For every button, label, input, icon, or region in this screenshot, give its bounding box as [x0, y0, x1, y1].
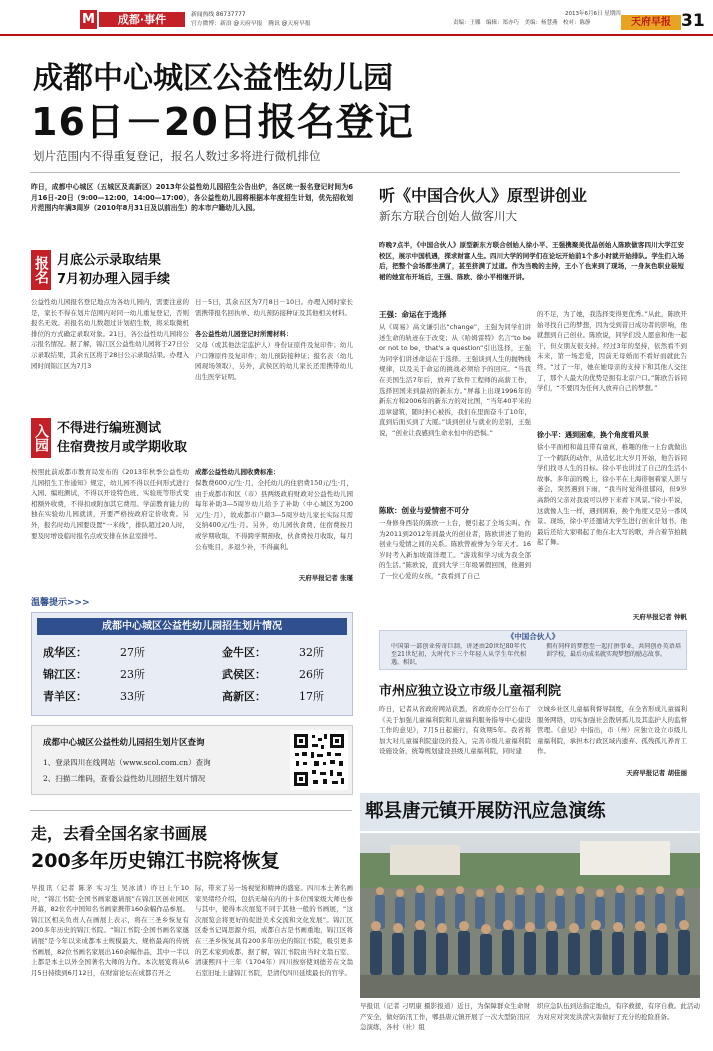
district-count: 27所: [120, 646, 145, 659]
query-step-2: 2、扫描二维码，查看公益性幼儿园招生划片情况: [43, 774, 206, 783]
district-name: 成华区：: [43, 646, 87, 659]
hehuoren-col2b: 徐小平面相和蔼且带有童真，稚趣的他一上台就做出了一个鹤跃的动作，从造忆北大岁月开始，他告诉同学们找寻人生的目标。徐小平也讲过了自己的生活小故事。多年前的晚上，徐小平在上海徘徊着家人影与萎会，突然遇到下雨，“我当时觉得很郁闷，但9岁高龄的父亲对我说可以停下来看下风景。”徐小平说，这就像人生一样，遇到困难，换个角度又是另一番风景。现场，徐小平还邀请大学生进行创业计划书，他最后还给大家唱起了他在北大写的歌，并合着节拍跳起了舞。: [537, 443, 687, 547]
section1-col2b: 各公益性幼儿园登记时所需材料：: [195, 330, 293, 338]
section1-col2a: 日－5日，其余五区为7月8日－10日。办理入园时家长需携带报名回执单、幼儿预防接种证及其他相关材料。: [195, 298, 353, 317]
hehuoren-title: 听《中国合伙人》原型讲创业: [379, 186, 588, 205]
hehuoren-col1b: 一身修身西装的陈欧一上台，便引起了全场尖叫。作为2011到2012年间最火的创业者，陈欧讲述了他的创业与爱情之间的关系。陈欧曾被誉为今年天才。16岁时考入新加坡南洋理工。“游戏和学习成为我全部的生活。”陈欧说，直到大学三年级暑假回国，他遇到了一位心爱的女孩，“我看到了自己: [379, 519, 531, 580]
film-box-col2: 拥有同样的梦想至一起打拼事业，共同创办英语培训学校，最后功成名就实现梦想的励志故事。: [546, 643, 681, 658]
children-col1: 昨日，记者从省政府网站获悉，省政府办公厅公布了《关于加强儿童福利院和儿童福利服务指导中心建设工作的意见》，7月5日起施行，有效期5年。我省将加大对儿童福利院建设的投入，完善市级儿童福利院设施设备，统筹规划建设县级儿童福利院，同时建: [379, 705, 531, 756]
children-title: 市州应独立设立市级儿童福利院: [379, 684, 562, 699]
hehuoren-sub-1: 王强：命运在于选择: [379, 310, 447, 319]
table-row: [37, 664, 347, 686]
academy-col1: 早报讯（记者 陈茅 实习生 吴冰清）昨日上午10时，“锦江书院·全国书画家邀请展”在锦江区创业园区开幕，82位名中国知名书画家携带160余幅作品参展。锦江区相关负责人在画展上表示，将在三圣乡恢复有200多年历史的锦江书院。“锦江书院·全国书画名家邀请展”是今年以来成都本土规模最大、规格最高的传统书画展，82位书画名家展出160余幅作品，其中一半以上都是本土以外全国著名大师的力作。本次展览将从6月5日持续到6月12日，在财富论坛在成都召开之: [31, 884, 189, 977]
district-count: 32所: [299, 646, 324, 659]
tips-label: 温馨提示>>>: [31, 598, 90, 608]
academy-title-2: 200多年历史锦江书院将恢复: [31, 850, 280, 872]
staff-credits: 责编：王娜 编辑：郑亦巧 美编：杨慧燕 校对：陈静: [453, 20, 591, 26]
district-name: 青羊区：: [43, 690, 87, 703]
issue-date: 2013年6月6日 星期四: [565, 11, 621, 17]
film-box-col1: 中国第一部创业传奇巨制，讲述由20世纪80年代至21世纪初，大时代下三个年轻人从学生年代相遇、相识，: [391, 643, 526, 666]
district-name: 锦江区：: [43, 668, 87, 681]
masthead: [0, 0, 713, 36]
section2-author: 天府早报记者 张瑾: [298, 574, 353, 582]
hotline: 新闻热线 86737777: [191, 12, 246, 18]
flood-col2: 织应急队伍到达指定地点，有序救援，有序自救。此活动为对应对突发洪涝灾害做好了充分的抢险准备。: [537, 1002, 700, 1021]
page-number: 31: [681, 11, 705, 31]
section2-col2a: 成都公益性幼儿园收费标准：: [195, 468, 280, 476]
official-weibo: 官方微博：新浪 @天府早报 腾讯 @天府早报: [191, 21, 311, 27]
children-author: 天府早报记者 胡佳丽: [626, 769, 687, 777]
flood-title: 郫县唐元镇开展防汛应急演练: [365, 801, 606, 822]
section2-col1: 按照此前成都市教育局发布的《2013年秋季公益性幼儿园招生工作通知》规定，幼儿园不得以任何形式进行入园、编班测试，不得以开设特色班、实验班等形式变相额外收费，不得扣或附加其它费用。学前教育能力的独在实验幼儿园就读，开要严格按政府定价收费。另外，报名时幼儿园要设置“一米线”，排队超过20人时，要及时增设临时报名点或安排在休息室排号。: [31, 468, 189, 540]
query-step-1: 1、登录四川在线网站（www.scol.com.cn）查询: [43, 758, 211, 767]
section2-heading-2: 住宿费按月或学期收取: [57, 440, 188, 455]
section1-col2c: 父母（或其他法定监护人）身份证原件及复印件；幼儿户口簿原件及复印件；幼儿预防接种证；报名表（幼儿园现场领取），另外，武侯区的幼儿家长还需携带幼儿出生医学证明。: [195, 341, 353, 381]
drill-photo: [360, 833, 700, 998]
query-title: 成都中心城区公益性幼儿园招生划片区查询: [43, 738, 205, 748]
hehuoren-subtitle: 新东方联合创始人做客川大: [379, 209, 517, 223]
divider: [30, 172, 680, 173]
hehuoren-author: 天府早报记者 钟帆: [632, 613, 687, 621]
section1-heading-1: 月底公示录取结果: [57, 253, 162, 268]
district-count: 26所: [299, 668, 324, 681]
section-tag-signup: 报名: [31, 250, 51, 290]
flood-col1: 早报讯（记者 刁明康 摄影报道）近日，为保障群众生命财产安全，做好防汛工作，郫县唐元镇开展了一次大型防汛应急演练，各村（社）组: [360, 1002, 530, 1032]
hehuoren-col1a: 从《周易》高文谦引出“change”，王强为同学们讲述生命的轨迹在于改变；从《哈姆雷特》名言“to be or not to be，that's a question”引出选择，王强为同学们讲述命运在于选择。王强谈到人生的抛物线规律，以及关于命运的挑战必须给予的回应。“当我在美国生活7年后，放弃了软件工程师的高薪工作，选择回国来到最初的新东方。”屏幕上出现1996年的新东方和2006年的新东方的对比图，“当年40平米的违章建筑，随时担心被拆，我们在里面奋斗了10年，直到后面买到了大厦。”谈到创业与就业的差别，王强说，“创业让我感到生命永恒中的恐惧。”: [379, 323, 531, 437]
district-count: 33所: [120, 690, 145, 703]
hehuoren-col2a: 的不足，为了她，我选择变得更优秀。”从此，陈欧开始寻找自己的梦想，因为受到昔日成功者的影响，他就想到自己创业。陈欧说，同学们没人愿意和他一起干，但女朋友很支持。经过3年的坚持，依然看不到未来，第一场恋爱，因前无母婚而不看好而就此告终。“过了一年，她在她母亲的支持下和其他人交往了，那个人最大的优势是拥有北京户口。”陈欧告诉同学们，“不要因为任何人放弃自己的梦想。”: [537, 310, 687, 393]
table-row: [37, 642, 347, 664]
lead-title-2: 16日－20日报名登记: [31, 100, 414, 144]
logo-icon: M: [80, 10, 97, 29]
hehuoren-intro: 昨晚7点半，《中国合伙人》原型新东方联合创始人徐小平、王强携聚美优品创始人陈欧做客四川大学江安校区，展示中国机遇，探求财富人生。四川大学的同学们在论坛开始前1个多小时就开始排队。学生们入场后，把整个会场都坐满了，甚至挤满了过道。作为当晚的主持，王小丫也来到了现场，一身灰色职业装短裙的她宣布开场后，王强、陈欧、徐小平相继开讲。: [379, 241, 684, 281]
lead-intro: 昨日，成都中心城区（五城区及高新区）2013年公益性幼儿园招生公告出炉，各区统一报名登记时间为6月16日-20日（9:00—12:00，14:00—17:00），各公益性幼儿园将根据本年度招生计划，优先招收划片范围内年满3周岁（2010年8月31日及以前出生）的本市户籍幼儿入园。: [31, 183, 353, 213]
district-table: [37, 642, 347, 712]
tips-table-title: 成都中心城区公益性幼儿园招生划片情况: [37, 618, 347, 635]
divider: [30, 810, 352, 811]
children-col2: 立城乡社区儿童福利督导制度，在全省形成儿童福利服务网络，切实加强社会散居孤儿及其监护人的监督管理。《意见》中指出，市（州）应独立设立市级儿童福利院，承担本行政区域内遗弃、孤残孤儿养育工作。: [537, 705, 687, 756]
academy-col2: 际，带来了另一场视觉和精神的盛宴。四川本土著名画家吴绪经介绍，包括无端在内的十多位国家级大师也参与其中，使得本次展览不同于其他一般的书画展，“这次展览会将更好的促进美术交流和文化发展”。锦江区区委书记周思源介绍，成都自古是书画重地，锦江区将在三圣乡恢复具有200多年历史的锦江书院，吸引更多的艺术家到成都，据了解，锦江书院由当时文翁石室、清康熙四十三年（1704年）四川按察使刘德芳在文翁石室旧址上建锦江书院，是清代四川延续最长的官学。: [195, 884, 353, 977]
hehuoren-sub-2: 陈欧：创业与爱情密不可分: [379, 506, 469, 515]
section-label: 成都·事件: [99, 12, 185, 27]
film-box-title: 《中国合伙人》: [506, 632, 560, 641]
table-row: [37, 686, 347, 708]
hehuoren-sub-3: 徐小平：遇到困难，换个角度看风景: [537, 431, 649, 439]
paper-name: 天府早报: [621, 15, 681, 30]
section-tag-enroll: 入园: [31, 418, 51, 458]
section1-col1: 公益性幼儿园报名登记地点为各幼儿园内，需要注意的是，家长不得在划片范围内对同一幼儿重复登记，否则报名无效。若报名幼儿数超过计划招生数，将采取微机排位的方式确定录取对象。21日，各公益性幼儿园将公示报名情况。据了解，锦江区公益性幼儿园将于27日公示录取结果，其余五区将于28日公示录取结果。办理入园时间锦江区为7月3: [31, 298, 189, 370]
lead-subtitle: 划片范围内不得重复登记，报名人数过多将进行微机排位: [33, 149, 321, 163]
lead-title-1: 成都中心城区公益性幼儿园: [33, 61, 393, 96]
section2-heading-1: 不得进行编班测试: [57, 421, 162, 436]
district-name: 金牛区：: [222, 646, 266, 659]
district-name: 武侯区：: [222, 668, 266, 681]
district-count: 17所: [299, 690, 324, 703]
section1-heading-2: 7月初办理入园手续: [57, 272, 171, 287]
district-name: 高新区：: [222, 690, 266, 703]
section2-col2b: 保教费600元/生·月，全托幼儿的住宿费150元/生·月，由于成都市和区（市）县两级政府财政对公益性幼儿园每年补助3—5周岁幼儿给予了补助（中心城区为200元/生·月），故成都市户籍3—5周岁幼儿家长实际只需交纳400元/生·月。另外，幼儿园伙食费、住宿费按月或学期收取，不得跨学期预收，伙食费按月收取，每月公布账目，多退少补，不得赢利。: [195, 479, 353, 551]
academy-title-1: 走，去看全国名家书画展: [31, 824, 208, 843]
district-count: 23所: [120, 668, 145, 681]
qr-code-icon[interactable]: [290, 730, 348, 790]
